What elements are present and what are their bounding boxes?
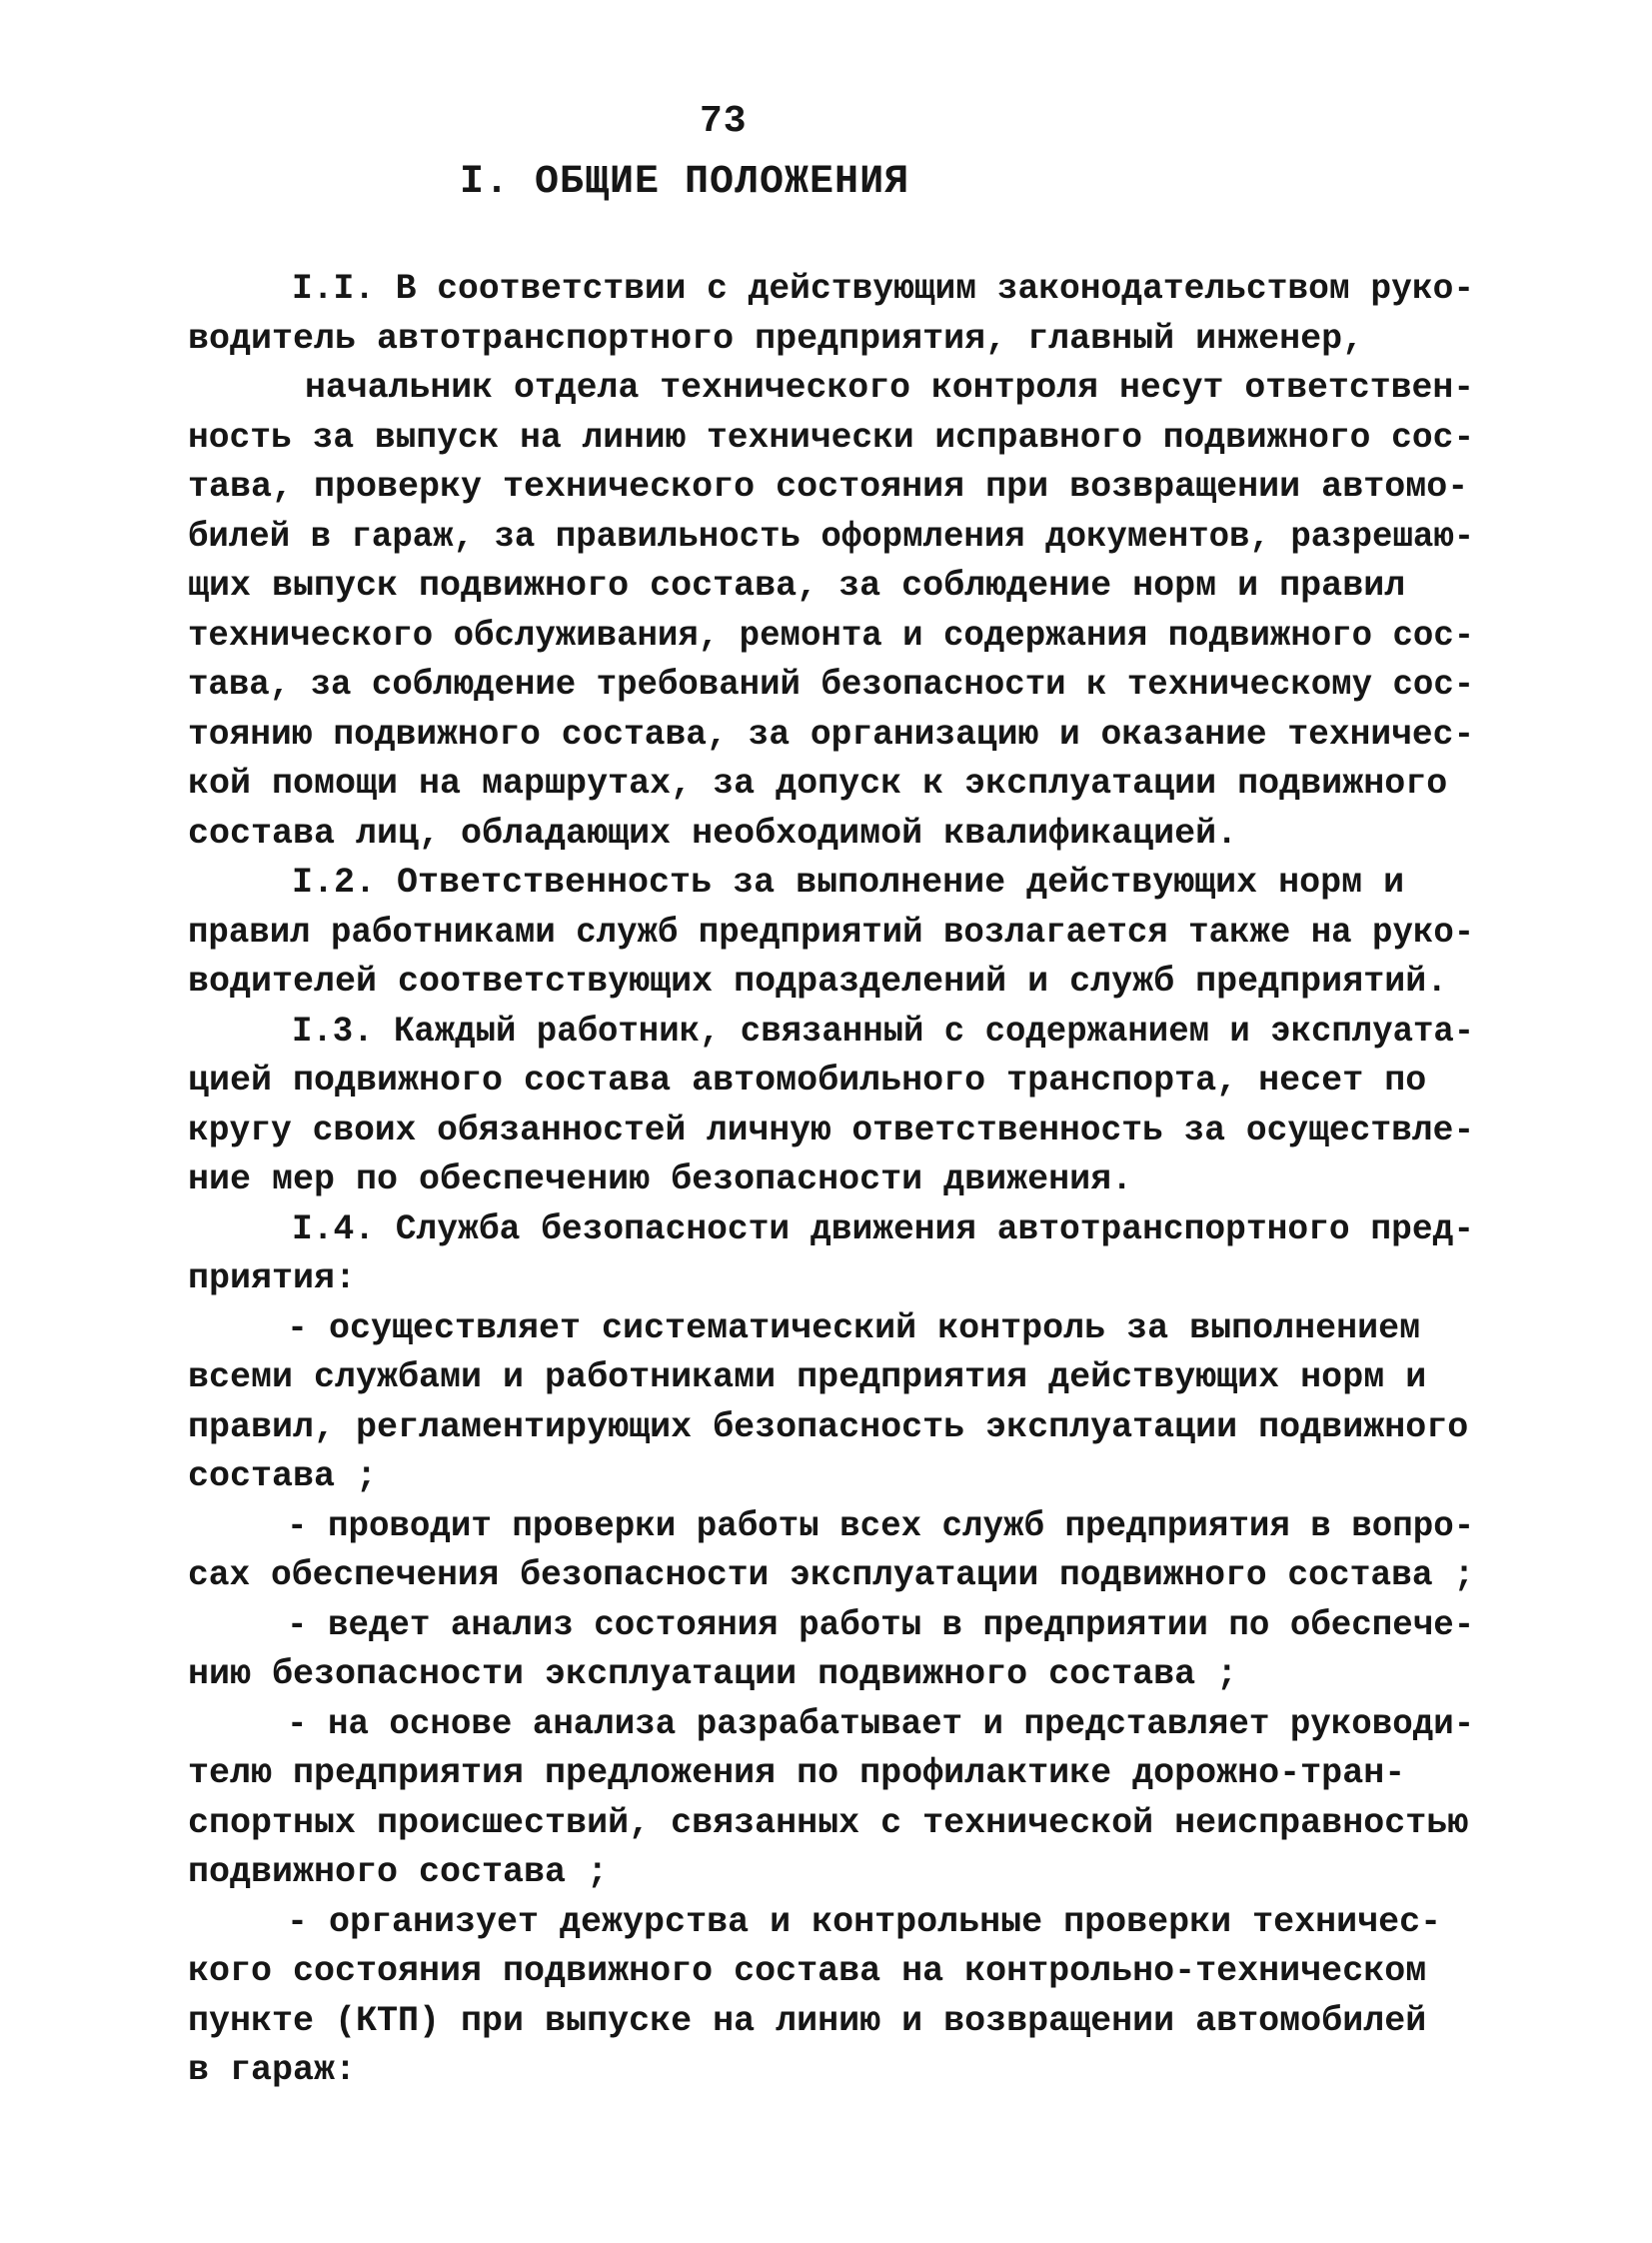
text-line: телю предприятия предложения по профилактике дорожно-тран- bbox=[188, 1753, 1406, 1793]
text-line: тава, проверку технического состояния при возвращении автомо- bbox=[188, 467, 1469, 507]
text-line: I.2. Ответственность за выполнение действующих норм и bbox=[292, 863, 1405, 903]
text-line: I.3. Каждый работник, связанный с содержанием и эксплуата- bbox=[292, 1012, 1475, 1052]
text-line: кругу своих обязанностей личную ответственность за осуществле- bbox=[188, 1111, 1475, 1150]
text-line: - организует дежурства и контрольные проверки техничес- bbox=[287, 1902, 1442, 1942]
text-line: тоянию подвижного состава, за организацию и оказание техничес- bbox=[188, 715, 1475, 755]
text-line: правил, регламентирующих безопасность эксплуатации подвижного bbox=[188, 1407, 1469, 1447]
text-line: нию безопасности эксплуатации подвижного состава ; bbox=[188, 1654, 1238, 1694]
page-number: 73 bbox=[700, 100, 748, 143]
text-line: щих выпуск подвижного состава, за соблюдение норм и правил bbox=[188, 566, 1406, 606]
text-line: кой помощи на маршрутах, за допуск к эксплуатации подвижного bbox=[188, 764, 1448, 804]
text-line: I.4. Служба безопасности движения автотранспортного пред- bbox=[292, 1209, 1475, 1249]
text-line: - проводит проверки работы всех служб предприятия в вопро- bbox=[287, 1506, 1475, 1546]
text-line: I.I. В соответствии с действующим законодательством руко- bbox=[292, 269, 1475, 309]
text-line: ность за выпуск на линию технически исправного подвижного сос- bbox=[188, 418, 1475, 458]
text-line: цией подвижного состава автомобильного транспорта, несет по bbox=[188, 1061, 1427, 1101]
text-line: в гараж: bbox=[188, 2050, 357, 2090]
text-line: пункте (КТП) при выпуске на линию и возвращении автомобилей bbox=[188, 2001, 1427, 2041]
section-heading: I. ОБЩИЕ ПОЛОЖЕНИЯ bbox=[460, 160, 910, 205]
text-line: подвижного состава ; bbox=[188, 1852, 609, 1892]
text-line: водитель автотранспортного предприятия, главный инженер, bbox=[188, 319, 1364, 359]
text-line: - ведет анализ состояния работы в предприятии по обеспече- bbox=[287, 1605, 1475, 1645]
text-line: приятия: bbox=[188, 1258, 357, 1298]
text-line: спортных происшествий, связанных с технической неисправностью bbox=[188, 1803, 1469, 1843]
text-line: тава, за соблюдение требований безопасности к техническому сос- bbox=[188, 665, 1475, 705]
text-line: - осуществляет систематический контроль за выполнением bbox=[287, 1308, 1421, 1348]
text-line: ние мер по обеспечению безопасности движения. bbox=[188, 1159, 1133, 1199]
text-line: билей в гараж, за правильность оформления документов, разрешаю- bbox=[188, 517, 1475, 557]
text-line: - на основе анализа разрабатывает и представляет руководи- bbox=[287, 1704, 1475, 1744]
text-line: технического обслуживания, ремонта и содержания подвижного сос- bbox=[188, 616, 1475, 656]
text-line: состава лиц, обладающих необходимой квалификацией. bbox=[188, 814, 1238, 854]
text-line: состава ; bbox=[188, 1456, 378, 1496]
text-line: кого состояния подвижного состава на контрольно-техническом bbox=[188, 1951, 1427, 1991]
text-line: водителей соответствующих подразделений и служб предприятий. bbox=[188, 962, 1448, 1002]
text-line: сах обеспечения безопасности эксплуатации подвижного состава ; bbox=[188, 1555, 1475, 1595]
text-line: начальник отдела технического контроля несут ответствен- bbox=[305, 368, 1475, 408]
text-line: правил работниками служб предприятий возлагается также на руко- bbox=[188, 913, 1475, 953]
text-line: всеми службами и работниками предприятия действующих норм и bbox=[188, 1357, 1427, 1397]
